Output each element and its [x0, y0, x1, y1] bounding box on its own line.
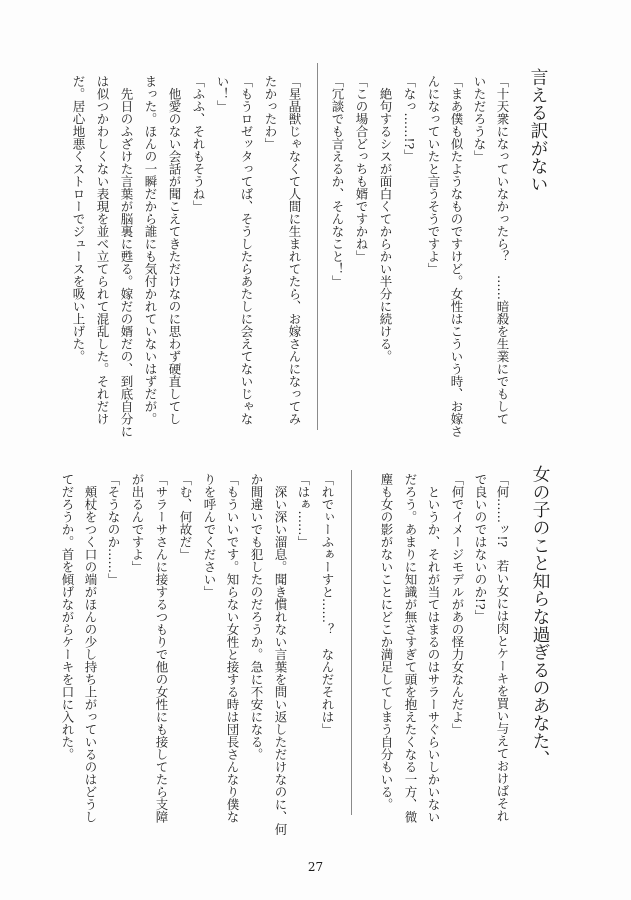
text-column: 「もうロゼッタってば、そうしたらあたしに会えてないじゃな [239, 75, 254, 425]
text-column: 「何でイメージモデルがあの怪力女なんだよ」 [450, 473, 465, 736]
text-column: 「何……ッ!? 若い女には肉とケーキを買い与えておけばそれ [495, 473, 510, 823]
section-heading: 女の子のこと知らな過ぎるのあなた、 [530, 465, 551, 768]
page-number: 27 [307, 860, 324, 874]
text-column: 「サラーサさんに接するつもりで他の女性にも接してたら支障 [154, 473, 169, 823]
text-column: 「冗談でも言えるか、そんなこと！」 [330, 75, 345, 288]
text-column: 「もういいです。知らない女性と接する時は団長さんなり僕な [225, 473, 240, 823]
text-column: だ。居心地悪くストローでジュースを吸い上げた。 [71, 75, 86, 363]
text-column: 「十天衆になっていなかったら？ ……暗殺を生業にでもして [495, 75, 510, 425]
text-column: たかったわ」 [263, 75, 278, 150]
text-column: 「そうなのか……」 [106, 473, 121, 586]
section-heading: 言える訳がない [528, 68, 549, 193]
text-column: というか、それが当てはまるのはサラーサぐらいしかいない [426, 473, 441, 823]
text-column: 塵も女の影がないことにどこか満足してしまう自分もいる。 [379, 473, 394, 811]
text-column: が出るんですよ」 [130, 473, 145, 573]
text-column: だろう。あまりに知識が無さすぎて頭を抱えたくなる一方、微 [403, 473, 418, 823]
text-column: か間違いでも犯したのだろうか。急に不安になる。 [249, 473, 264, 761]
text-column: りを呼んでください」 [202, 473, 217, 598]
text-column: 「星晶獣じゃなくて人間に生まれてたら、お嫁さんになってみ [287, 75, 302, 425]
text-column: 深い深い溜息。聞き慣れない言葉を問い返しただけなのに、何 [273, 473, 288, 836]
text-column: 「む、何故だ」 [178, 473, 193, 561]
text-column: 絶句するシスが面白くてからかい半分に続ける。 [378, 75, 393, 363]
text-column: てだろうか。首を傾げながらケーキを口に入れた。 [60, 473, 75, 761]
text-column: 「この場合どっちも婿ですかね」 [354, 75, 369, 263]
text-column: 「れでぃーふぁーすと……？ なんだそれは」 [320, 473, 335, 736]
text-column: 「なっ……!?」 [402, 75, 417, 162]
text-column: は似つかわしくない表現を並べ立てられて混乱した。それだけ [95, 75, 110, 425]
text-column: 「はぁ……」 [296, 473, 311, 548]
text-column: いただろうな」 [472, 75, 487, 163]
scene-break-rule [317, 63, 318, 430]
text-column: い！」 [215, 75, 230, 113]
text-column: まった。ほんの一瞬だから誰にも気付かれていないはずだが。 [143, 75, 158, 425]
text-column: 他愛のない会話が聞こえてきただけなのに思わず硬直してし [167, 75, 182, 425]
scene-break-rule [351, 470, 352, 815]
text-column: 先日のふざけた言葉が脳裏に甦る。嫁だの婿だの、到底自分に [119, 75, 134, 438]
text-column: で良いのではないのか!?」 [473, 473, 488, 623]
text-column: んになっていたと言うそうですよ」 [426, 75, 441, 275]
text-column: 「まあ僕も似たようなものですけど。女性はこういう時、お嫁さ [449, 75, 464, 438]
text-column: 頬杖をつく口の端がほんの少し持ち上がっているのはどうし [83, 473, 98, 823]
text-column: 「ふふ、それもそうね」 [191, 75, 206, 213]
